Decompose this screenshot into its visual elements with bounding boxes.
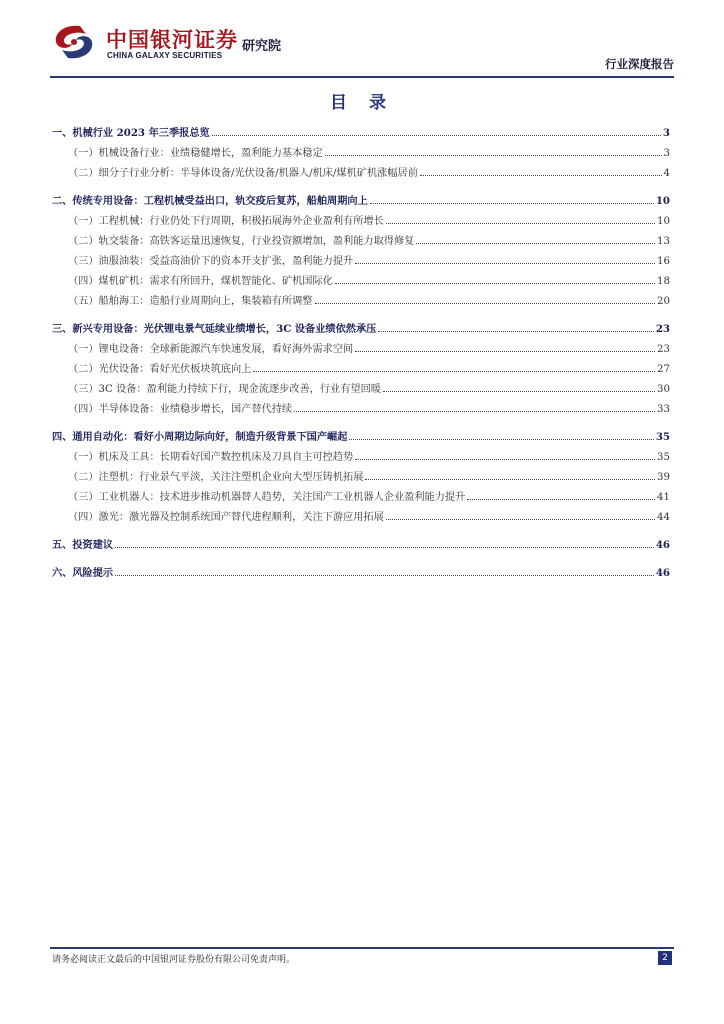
toc-subsection-entry[interactable]: [52, 159, 670, 179]
toc-entry-page: 30: [657, 384, 670, 395]
toc-entry-page: 10: [655, 195, 670, 207]
table-of-contents: [52, 119, 670, 579]
toc-entry-label: 二、传统专用设备：工程机械受益出口，轨交疫后复苏，船舶周期向上: [52, 195, 368, 207]
footer-divider: [50, 947, 674, 949]
toc-entry-page: 35: [655, 431, 670, 443]
toc-section-entry[interactable]: [52, 119, 670, 139]
page-header: [50, 20, 674, 76]
toc-entry-label: 五、投资建议: [52, 539, 114, 551]
toc-dot-leader: [349, 439, 653, 440]
toc-entry-label: （一）机械设备行业：业绩稳健增长，盈利能力基本稳定: [68, 148, 323, 159]
toc-entry-label: （三）3C 设备：盈利能力持续下行，现金流逐步改善，行业有望回暖: [68, 384, 381, 395]
toc-entry-page: 35: [657, 452, 670, 463]
toc-dot-leader: [420, 175, 662, 176]
brand-name-cn: 中国银河证券: [106, 28, 238, 52]
toc-dot-leader: [383, 391, 655, 392]
toc-entry-label: （一）锂电设备：全球新能源汽车快速发展，看好海外需求空间: [68, 344, 354, 355]
toc-entry-label: （二）注塑机：行业景气平淡，关注注塑机企业向大型压铸机拓展: [68, 472, 364, 483]
toc-entry-label: （四）半导体设备：业绩稳步增长，国产替代持续: [68, 404, 293, 415]
toc-subsection-entry[interactable]: [52, 335, 670, 355]
toc-entry-label: 一、机械行业 2023 年三季报总览: [52, 127, 210, 139]
toc-entry-page: 27: [657, 364, 670, 375]
toc-entry-label: （四）激光：激光器及控制系统国产替代进程顺利，关注下游应用拓展: [68, 512, 384, 523]
header-divider: [50, 76, 674, 78]
toc-dot-leader: [370, 203, 654, 204]
toc-dot-leader: [325, 155, 662, 156]
toc-subsection-entry[interactable]: [52, 227, 670, 247]
toc-dot-leader: [386, 223, 655, 224]
institute-label: 研究院: [242, 39, 282, 54]
toc-dot-leader: [355, 351, 655, 352]
toc-entry-page: 10: [657, 216, 670, 227]
toc-dot-leader: [378, 331, 653, 332]
toc-dot-leader: [315, 303, 656, 304]
toc-dot-leader: [386, 519, 655, 520]
galaxy-logo-icon: [50, 22, 98, 62]
footer-disclaimer: 请务必阅读正文最后的中国银河证券股份有限公司免责声明。: [52, 955, 296, 965]
toc-entry-label: （三）油服油装：受益高油价下的资本开支扩张，盈利能力提升: [68, 256, 354, 267]
toc-entry-page: 3: [662, 127, 670, 139]
toc-entry-page: 41: [657, 492, 670, 503]
toc-subsection-entry[interactable]: [52, 375, 670, 395]
toc-subsection-entry[interactable]: [52, 483, 670, 503]
toc-entry-page: 18: [657, 276, 670, 287]
toc-entry-label: （一）工程机械：行业仍处下行周期，积极拓展海外企业盈利有所增长: [68, 216, 384, 227]
toc-subsection-entry[interactable]: [52, 247, 670, 267]
toc-entry-page: 46: [655, 539, 670, 551]
toc-subsection-entry[interactable]: [52, 355, 670, 375]
report-type-label: 行业深度报告: [605, 57, 674, 71]
toc-entry-label: 六、风险提示: [52, 567, 114, 579]
toc-entry-page: 39: [657, 472, 670, 483]
toc-dot-leader: [416, 243, 655, 244]
toc-entry-page: 33: [657, 404, 670, 415]
toc-section-entry[interactable]: [52, 531, 670, 551]
toc-subsection-entry[interactable]: [52, 287, 670, 307]
toc-entry-label: （四）煤机矿机：需求有所回升，煤机智能化、矿机国际化: [68, 276, 333, 287]
toc-entry-page: 20: [657, 296, 670, 307]
toc-entry-label: 四、通用自动化：看好小周期边际向好，制造升级背景下国产崛起: [52, 431, 348, 443]
toc-entry-page: 46: [655, 567, 670, 579]
toc-entry-label: （一）机床及工具：长期看好国产数控机床及刀具自主可控趋势: [68, 452, 354, 463]
toc-entry-label: （五）船舶海工：造船行业周期向上，集装箱有所调整: [68, 296, 313, 307]
toc-section-entry[interactable]: [52, 315, 670, 335]
toc-section-entry[interactable]: [52, 423, 670, 443]
toc-dot-leader: [335, 283, 655, 284]
toc-entry-label: （二）光伏设备：看好光伏板块筑底向上: [68, 364, 252, 375]
toc-entry-page: 23: [655, 323, 670, 335]
toc-entry-page: 16: [657, 256, 670, 267]
toc-dot-leader: [253, 371, 655, 372]
toc-entry-page: 13: [657, 236, 670, 247]
toc-dot-leader: [294, 411, 655, 412]
page-number: 2: [658, 951, 672, 965]
toc-dot-leader: [467, 499, 655, 500]
toc-section-entry[interactable]: [52, 187, 670, 207]
toc-entry-page: 4: [663, 168, 670, 179]
toc-dot-leader: [355, 459, 655, 460]
toc-subsection-entry[interactable]: [52, 207, 670, 227]
toc-subsection-entry[interactable]: [52, 395, 670, 415]
toc-subsection-entry[interactable]: [52, 503, 670, 523]
toc-dot-leader: [365, 479, 655, 480]
toc-entry-label: （二）细分子行业分析：半导体设备/光伏设备/机器人/机床/煤机矿机涨幅居前: [68, 168, 418, 179]
toc-entry-label: 三、新兴专用设备：光伏锂电景气延续业绩增长，3C 设备业绩依然承压: [52, 323, 377, 335]
toc-dot-leader: [115, 547, 654, 548]
toc-dot-leader: [115, 575, 654, 576]
toc-entry-page: 3: [663, 148, 670, 159]
toc-subsection-entry[interactable]: [52, 139, 670, 159]
toc-subsection-entry[interactable]: [52, 443, 670, 463]
toc-entry-label: （二）轨交装备：高铁客运量迅速恢复，行业投资额增加，盈利能力取得修复: [68, 236, 415, 247]
toc-entry-page: 44: [657, 512, 670, 523]
toc-title: 目 录: [330, 93, 394, 113]
toc-entry-label: （三）工业机器人：技术进步推动机器替人趋势，关注国产工业机器人企业盈利能力提升: [68, 492, 466, 503]
toc-dot-leader: [355, 263, 655, 264]
brand-name-en: CHINA GALAXY SECURITIES: [107, 51, 223, 60]
toc-subsection-entry[interactable]: [52, 267, 670, 287]
toc-section-entry[interactable]: [52, 559, 670, 579]
toc-entry-page: 23: [657, 344, 670, 355]
toc-subsection-entry[interactable]: [52, 463, 670, 483]
toc-dot-leader: [212, 135, 661, 136]
